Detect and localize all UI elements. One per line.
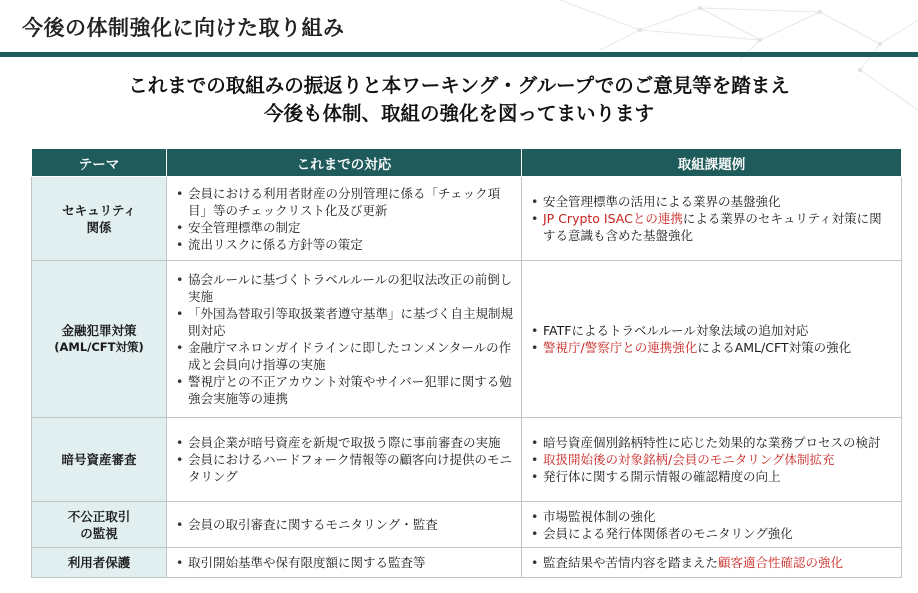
list-item: [530, 468, 893, 485]
list-item: [530, 210, 893, 244]
list-item: • 協会ルールに基づくトラベルルールの犯収法改正の前倒し実施: [175, 271, 513, 305]
list-item: [530, 525, 893, 542]
past-actions-cell: [167, 177, 522, 261]
list-item: [530, 508, 893, 525]
theme-cell: [32, 548, 167, 578]
header-past-actions: これまでの対応: [167, 149, 522, 177]
list-item: [530, 322, 893, 339]
past-actions-cell: [167, 548, 522, 578]
table-row-security: [32, 177, 902, 261]
theme-label: 暗号資産審査: [61, 452, 137, 467]
list-item: [530, 193, 893, 210]
future-issues-cell: [522, 261, 902, 418]
past-actions-cell: [167, 418, 522, 502]
list-item-text: 市場監視体制の強化: [543, 508, 656, 524]
list-item-text: 安全管理標準の活用による業界の基盤強化: [543, 194, 781, 209]
theme-cell: [32, 261, 167, 418]
list-item: • 取引開始基準や保有限度額に関する監査等: [175, 554, 513, 571]
theme-label: の監視: [80, 525, 118, 541]
future-issues-cell: [522, 418, 902, 502]
past-actions-cell: [167, 261, 522, 418]
table-row-crypto-review: [32, 418, 902, 502]
header-future-issues: 取組課題例: [522, 149, 902, 177]
theme-cell: [32, 502, 167, 548]
list-item: • 金融庁マネロンガイドラインに即したコンメンタールの作成と会員向け指導の実施: [175, 339, 513, 373]
theme-label: セキュリティ: [62, 202, 136, 218]
highlight-text: 取扱開始後の対象銘柄/会員のモニタリング体制拡充: [543, 452, 835, 467]
list-item: [530, 554, 893, 571]
list-item: [530, 434, 893, 451]
list-item-text: FATFによるトラベルルール対象法域の追加対応: [543, 323, 809, 338]
header-theme: テーマ: [32, 149, 167, 177]
list-item: • 流出リスクに係る方針等の策定: [175, 236, 513, 253]
list-item: [530, 339, 893, 356]
table-header-row: [32, 149, 902, 177]
theme-cell: [32, 177, 167, 261]
list-item: • 警視庁との不正アカウント対策やサイバー犯罪に関する勉強会実施等の連携: [175, 373, 513, 407]
list-item-text: 会員による発行体関係者のモニタリング強化: [543, 525, 793, 541]
list-item: • 安全管理標準の制定: [175, 219, 513, 236]
theme-label: 不公正取引: [67, 508, 131, 524]
title-bar: [0, 0, 918, 52]
list-item-text: によるAML/CFT対策の強化: [697, 340, 852, 355]
initiatives-table: [31, 148, 902, 578]
list-item: • 会員の取引審査に関するモニタリング・監査: [175, 516, 513, 533]
list-item: • 会員における利用者財産の分別管理に係る「チェック項目」等のチェックリスト化及び更新: [175, 185, 513, 219]
headline-line-1: これまでの取組みの振返りと本ワーキング・グループでのご意見等を踏まえ: [128, 74, 790, 97]
theme-cell: [32, 418, 167, 502]
future-issues-cell: [522, 548, 902, 578]
future-issues-cell: [522, 177, 902, 261]
table-row-financial-crime: [32, 261, 902, 418]
page-title: 今後の体制強化に向けた取り組み: [22, 16, 345, 40]
headline-line-2: 今後も体制、取組の強化を図ってまいります: [263, 102, 654, 125]
past-actions-cell: [167, 502, 522, 548]
theme-sublabel: (AML/CFT対策): [54, 340, 144, 354]
list-item-text: 監査結果や苦情内容を踏まえた: [543, 555, 719, 570]
future-issues-cell: [522, 502, 902, 548]
list-item: • 会員におけるハードフォーク情報等の顧客向け提供のモニタリング: [175, 451, 513, 485]
table-row-unfair-trading: [32, 502, 902, 548]
theme-label: 利用者保護: [67, 555, 131, 570]
theme-label: 関係: [86, 219, 112, 235]
list-item: • 「外国為替取引等取扱業者遵守基準」に基づく自主規制規則対応: [175, 305, 513, 339]
headline: [0, 72, 918, 128]
list-item: [530, 451, 893, 468]
list-item: • 会員企業が暗号資産を新規で取扱う際に事前審査の実施: [175, 434, 513, 451]
theme-label: 金融犯罪対策: [61, 323, 137, 338]
table-row-user-protection: [32, 548, 902, 578]
highlight-text: JP Crypto ISACとの連携: [543, 211, 683, 226]
list-item-text: による業界のセキュリティ対策に関する意識も含めた基盤強化: [543, 211, 882, 243]
list-item-text: 暗号資産個別銘柄特性に応じた効果的な業務プロセスの検討: [543, 435, 881, 450]
highlight-text: 顧客適合性確認の強化: [718, 555, 844, 570]
list-item-text: 発行体に関する開示情報の確認精度の向上: [543, 469, 781, 484]
highlight-text: 警視庁/警察庁との連携強化: [543, 340, 698, 355]
title-divider: [0, 52, 918, 57]
